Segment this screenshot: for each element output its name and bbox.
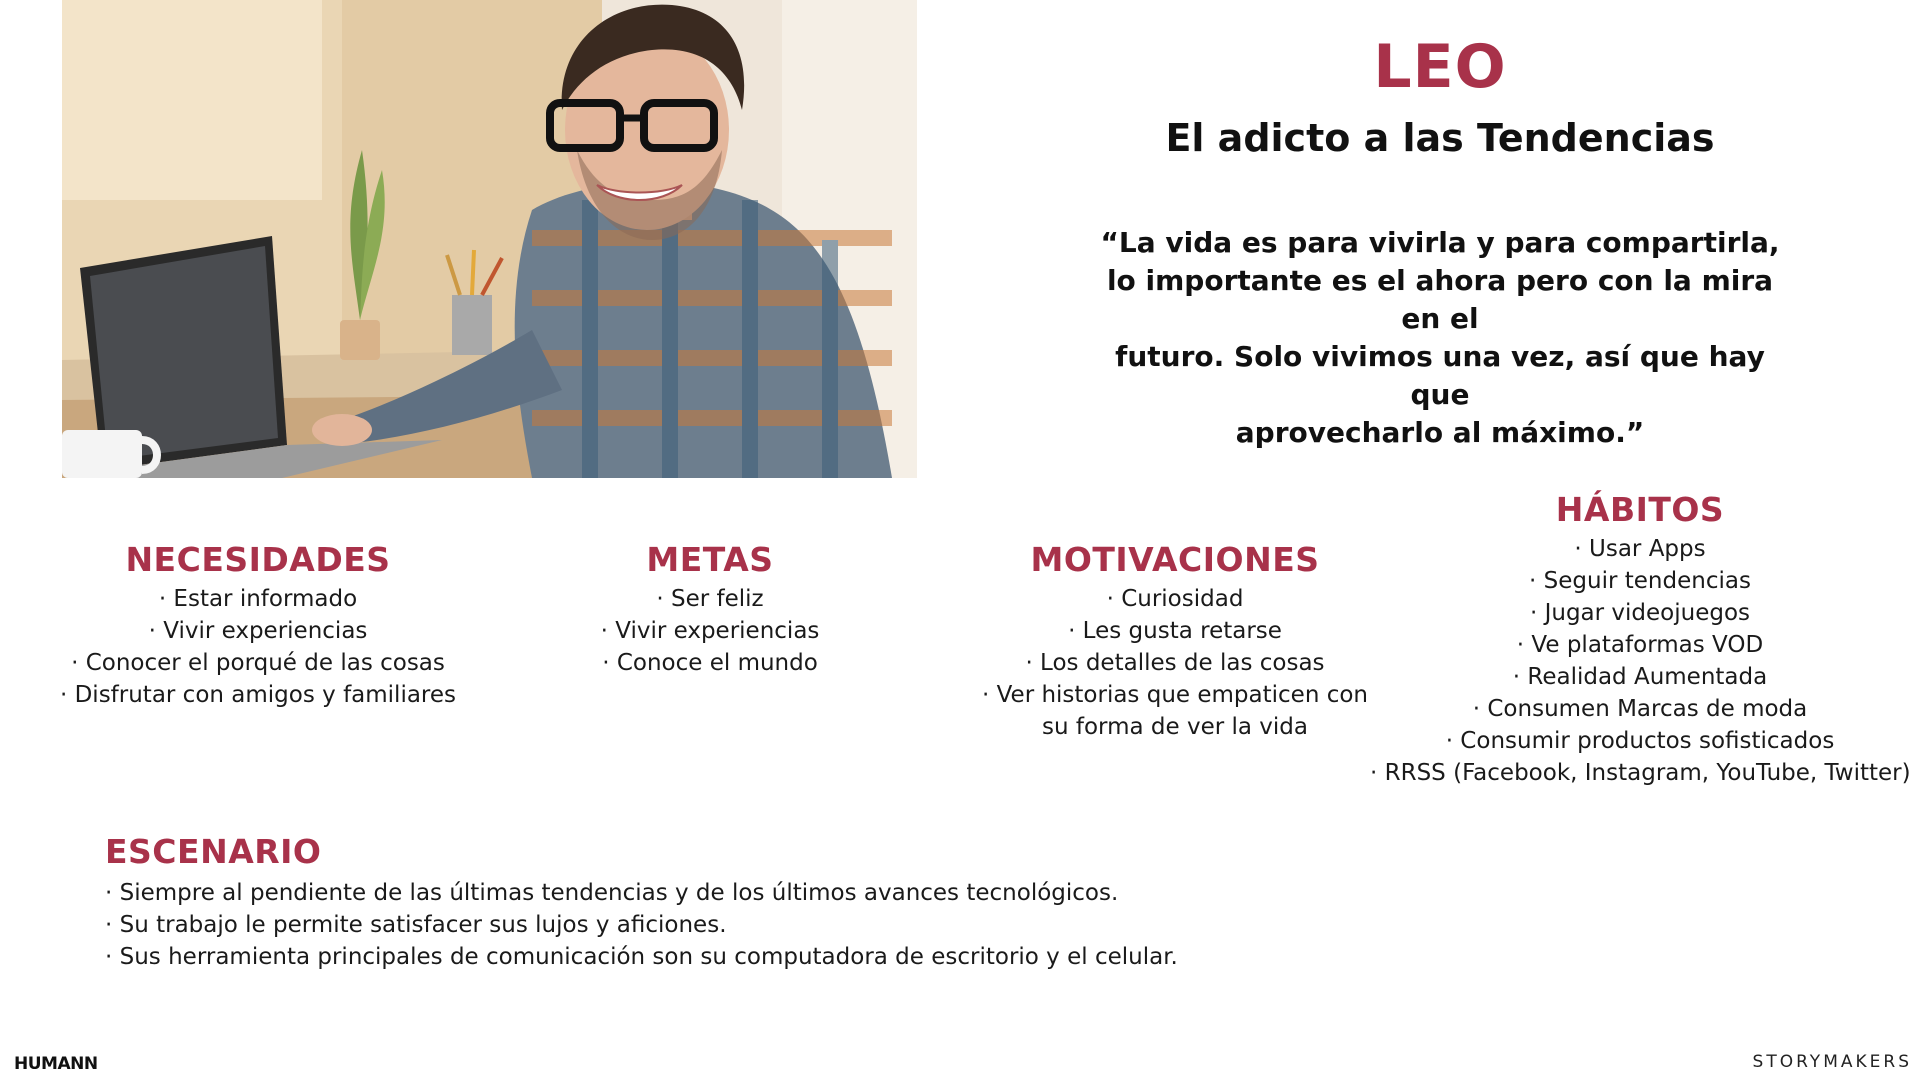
- quote-line: aprovecharlo al máximo.”: [1235, 416, 1645, 449]
- metas-list: [560, 583, 860, 679]
- escenario-title: ESCENARIO: [105, 832, 322, 871]
- list-item: · Ve plataformas VOD: [1516, 632, 1764, 658]
- humann-logo: HUMANN: [14, 1054, 98, 1074]
- quote-line: “La vida es para vivirla y para compartirla,: [1100, 226, 1780, 259]
- list-item: · Conoce el mundo: [602, 650, 818, 676]
- persona-quote: [1100, 224, 1780, 452]
- list-item: · Consumir productos sofisticados: [1445, 728, 1835, 754]
- persona-photo: [62, 0, 917, 478]
- list-item: · Sus herramienta principales de comunicación son su computadora de escritorio y el celular.: [105, 944, 1178, 970]
- persona-name: LEO: [1373, 32, 1507, 102]
- list-item: su forma de ver la vida: [1042, 714, 1308, 740]
- quote-line: futuro. Solo vivimos una vez, así que hay que: [1115, 340, 1765, 411]
- list-item: · Jugar videojuegos: [1529, 600, 1751, 626]
- list-item: · Ser feliz: [656, 586, 764, 612]
- list-item: · Seguir tendencias: [1529, 568, 1751, 594]
- motivaciones-title: MOTIVACIONES: [1030, 540, 1320, 579]
- escenario-list: [105, 877, 1178, 973]
- list-item: · Usar Apps: [1574, 536, 1706, 562]
- motivaciones-list: [980, 583, 1370, 743]
- list-item: · Vivir experiencias: [600, 618, 820, 644]
- list-item: · RRSS (Facebook, Instagram, YouTube, Twitter): [1370, 760, 1911, 786]
- metas-section: [560, 540, 860, 679]
- list-item: · Siempre al pendiente de las últimas tendencias y de los últimos avances tecnológicos.: [105, 880, 1119, 906]
- escenario-section: [105, 832, 1178, 973]
- necesidades-title: NECESIDADES: [125, 540, 391, 579]
- habitos-section: [1370, 490, 1910, 789]
- list-item: · Disfrutar con amigos y familiares: [59, 682, 457, 708]
- list-item: · Conocer el porqué de las cosas: [71, 650, 445, 676]
- metas-title: METAS: [646, 540, 774, 579]
- storymakers-logo: STORYMAKERS: [1752, 1052, 1912, 1072]
- quote-line: lo importante es el ahora pero con la mira en el: [1106, 264, 1774, 335]
- list-item: · Ver historias que empaticen con: [981, 682, 1369, 708]
- list-item: · Estar informado: [158, 586, 358, 612]
- list-item: · Vivir experiencias: [148, 618, 368, 644]
- persona-photo-illustration: [62, 0, 917, 478]
- list-item: · Los detalles de las cosas: [1025, 650, 1325, 676]
- habitos-title: HÁBITOS: [1555, 490, 1725, 529]
- list-item: · Curiosidad: [1106, 586, 1244, 612]
- necesidades-section: [58, 540, 458, 711]
- list-item: · Consumen Marcas de moda: [1472, 696, 1808, 722]
- motivaciones-section: [980, 540, 1370, 743]
- list-item: · Realidad Aumentada: [1512, 664, 1768, 690]
- persona-subtitle: El adicto a las Tendencias: [1165, 116, 1715, 160]
- list-item: · Su trabajo le permite satisfacer sus lujos y aficiones.: [105, 912, 727, 938]
- habitos-list: [1370, 533, 1910, 789]
- list-item: · Les gusta retarse: [1068, 618, 1282, 644]
- necesidades-list: [58, 583, 458, 711]
